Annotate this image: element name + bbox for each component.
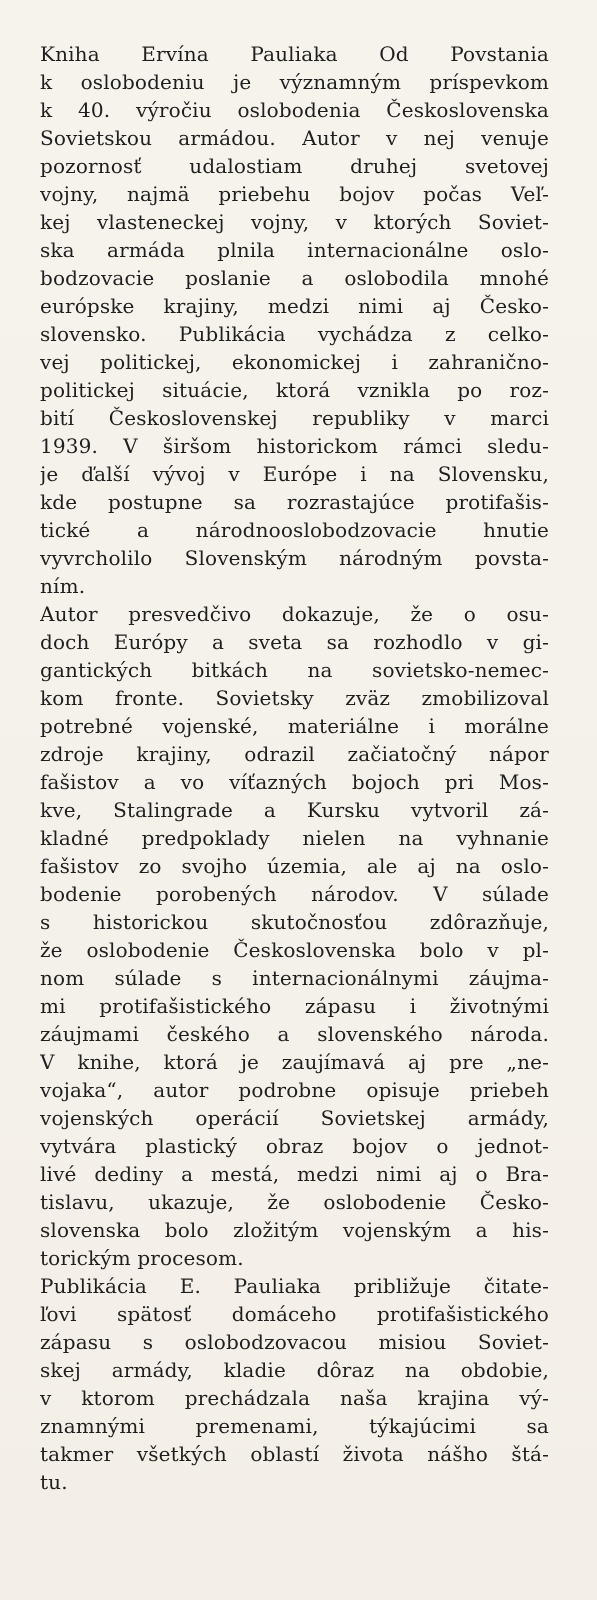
text-line: v ktorom prechádzala naša krajina vý- xyxy=(40,1386,549,1410)
text-line: doch Európy a sveta sa rozhodlo v gi- xyxy=(40,630,549,654)
text-line: ľovi spätosť domáceho protifašistického xyxy=(40,1302,549,1326)
text-line: slovensko. Publikácia vychádza z celko- xyxy=(40,322,549,346)
text-line: bití Československej republiky v marci xyxy=(40,406,549,430)
text-line: k 40. výročiu oslobodenia Československa xyxy=(40,98,549,122)
text-line: tu. xyxy=(40,1470,68,1494)
text-line: kve, Stalingrade a Kursku vytvoril zá- xyxy=(40,798,549,822)
text-line: pozornosť udalostiam druhej svetovej xyxy=(40,154,549,178)
text-line: tické a národnooslobodzovacie hnutie xyxy=(40,518,549,542)
text-line: bodzovacie poslanie a oslobodila mnohé xyxy=(40,266,549,290)
text-line: európske krajiny, medzi nimi aj Česko- xyxy=(40,294,549,318)
text-line: vyvrcholilo Slovenským národným povsta- xyxy=(40,546,549,570)
text-line: tislavu, ukazuje, že oslobodenie Česko- xyxy=(40,1190,549,1214)
text-line: skej armády, kladie dôraz na obdobie, xyxy=(40,1358,549,1382)
text-line: vojny, najmä priebehu bojov počas Veľ- xyxy=(40,182,549,206)
text-line: fašistov a vo víťazných bojoch pri Mos- xyxy=(40,770,549,794)
text-line: znamnými premenami, týkajúcimi sa xyxy=(40,1414,549,1438)
text-line: takmer všetkých oblastí života nášho štá- xyxy=(40,1442,549,1466)
text-line: kde postupne sa rozrastajúce protifašis- xyxy=(40,490,549,514)
text-line: mi protifašistického zápasu i životnými xyxy=(40,994,549,1018)
text-line: torickým procesom. xyxy=(40,1246,244,1270)
text-line: vojenských operácií Sovietskej armády, xyxy=(40,1106,549,1130)
text-line: je ďalší vývoj v Európe i na Slovensku, xyxy=(40,462,549,486)
text-line: vytvára plastický obraz bojov o jednot- xyxy=(40,1134,549,1158)
text-line: politickej situácie, ktorá vznikla po roz- xyxy=(40,378,549,402)
text-line: 1939. V širšom historickom rámci sledu- xyxy=(40,434,549,458)
text-line: ska armáda plnila internacionálne oslo- xyxy=(40,238,549,262)
text-line: k oslobodeniu je významným príspevkom xyxy=(40,70,549,94)
text-line: vej politickej, ekonomickej i zahranično- xyxy=(40,350,549,374)
text-line: Kniha Ervína Pauliaka Od Povstania xyxy=(40,42,549,66)
text-line: Sovietskou armádou. Autor v nej venuje xyxy=(40,126,549,150)
text-line: livé dediny a mestá, medzi nimi aj o Bra- xyxy=(40,1162,549,1186)
text-line: bodenie porobených národov. V súlade xyxy=(40,882,549,906)
text-line: Autor presvedčivo dokazuje, že o osu- xyxy=(40,602,549,626)
text-line: V knihe, ktorá je zaujímavá aj pre „ne- xyxy=(40,1050,549,1074)
text-line: Publikácia E. Pauliaka približuje čitate- xyxy=(40,1274,549,1298)
text-line: gantických bitkách na sovietsko-nemec- xyxy=(40,658,549,682)
text-line: vojaka“, autor podrobne opisuje priebeh xyxy=(40,1078,549,1102)
text-line: s historickou skutočnosťou zdôrazňuje, xyxy=(40,910,549,934)
book-description-text xyxy=(40,40,549,1496)
text-line: zápasu s oslobodzovacou misiou Soviet- xyxy=(40,1330,549,1354)
text-line: ním. xyxy=(40,574,86,598)
text-line: nom súlade s internacionálnymi záujma- xyxy=(40,966,549,990)
text-line: že oslobodenie Československa bolo v pl- xyxy=(40,938,549,962)
text-line: kladné predpoklady nielen na vyhnanie xyxy=(40,826,549,850)
text-line: záujmami českého a slovenského národa. xyxy=(40,1022,549,1046)
text-line: kej vlasteneckej vojny, v ktorých Soviet- xyxy=(40,210,549,234)
text-line: fašistov zo svojho územia, ale aj na oslo- xyxy=(40,854,549,878)
text-line: zdroje krajiny, odrazil začiatočný nápor xyxy=(40,742,549,766)
text-line: slovenska bolo zložitým vojenským a his- xyxy=(40,1218,549,1242)
text-line: kom fronte. Sovietsky zväz zmobilizoval xyxy=(40,686,549,710)
text-line: potrebné vojenské, materiálne i morálne xyxy=(40,714,549,738)
